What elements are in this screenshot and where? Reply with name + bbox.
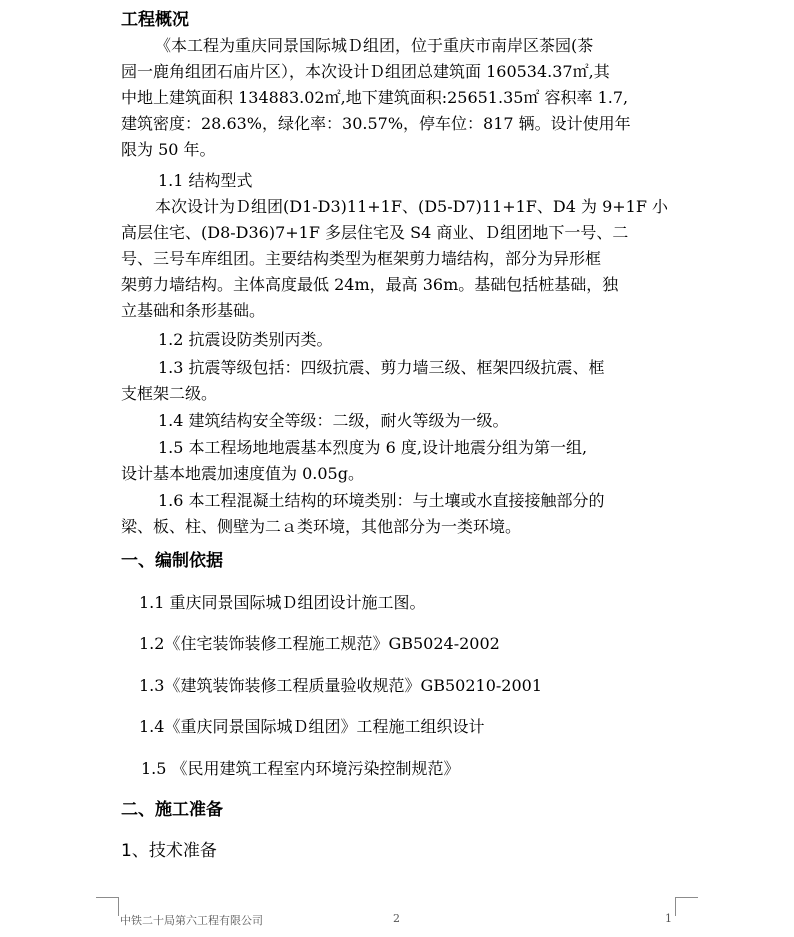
basis-item-1: 1.1 重庆同景国际城Ｄ组团设计施工图。 bbox=[139, 593, 426, 612]
subsection-title-1-1: 1.1 结构型式 bbox=[158, 171, 253, 190]
subsection-1-6-line-1: 1.6 本工程混凝土结构的环境类别：与土壤或水直接接触部分的 bbox=[158, 491, 605, 510]
page-corner-mark-left bbox=[96, 897, 119, 916]
footer-page-number-center: 2 bbox=[393, 912, 400, 925]
basis-item-2: 1.2《住宅装饰装修工程施工规范》GB5024-2002 bbox=[139, 634, 500, 653]
basis-item-5: 1.5 《民用建筑工程室内环境污染控制规范》 bbox=[141, 759, 460, 778]
section-heading-preparation: 二、施工准备 bbox=[121, 800, 223, 820]
overview-intro-line-4: 建筑密度：28.63%，绿化率：30.57%，停车位：817 辆。设计使用年 bbox=[121, 114, 631, 133]
structure-line-3: 号、三号车库组团。主要结构类型为框架剪力墙结构，部分为异形框 bbox=[121, 249, 602, 268]
structure-line-5: 立基础和条形基础。 bbox=[121, 301, 266, 320]
overview-intro-line-1: 《本工程为重庆同景国际城Ｄ组团，位于重庆市南岸区茶园(茶 bbox=[155, 36, 594, 55]
subsection-1-3-line-1: 1.3 抗震等级包括：四级抗震、剪力墙三级、框架四级抗震、框 bbox=[158, 358, 605, 377]
page-corner-mark-right bbox=[675, 897, 698, 916]
basis-item-3: 1.3《建筑装饰装修工程质量验收规范》GB50210-2001 bbox=[139, 676, 543, 695]
footer-company-name: 中铁二十局第六工程有限公司 bbox=[120, 914, 263, 927]
structure-line-1: 本次设计为Ｄ组团(D1-D3)11+1F、(D5-D7)11+1F、D4 为 9+1F 小 bbox=[155, 197, 669, 216]
prep-subheading-technical: 1、技术准备 bbox=[121, 841, 217, 861]
subsection-1-5-line-2: 设计基本地震加速度值为 0.05g。 bbox=[121, 464, 364, 483]
subsection-1-3-line-2: 支框架二级。 bbox=[121, 384, 218, 403]
basis-item-4: 1.4《重庆同景国际城Ｄ组团》工程施工组织设计 bbox=[139, 717, 485, 736]
overview-intro-line-2: 园一鹿角组团石庙片区），本次设计Ｄ组团总建筑面 160534.37㎡,其 bbox=[121, 62, 610, 81]
footer-page-number-right: 1 bbox=[665, 912, 672, 925]
subsection-1-4: 1.4 建筑结构安全等级：二级，耐火等级为一级。 bbox=[158, 411, 509, 430]
overview-intro-line-5: 限为 50 年。 bbox=[121, 140, 216, 159]
structure-line-4: 架剪力墙结构。主体高度最低 24m，最高 36m。基础包括桩基础，独 bbox=[121, 275, 619, 294]
subsection-1-2: 1.2 抗震设防类别丙类。 bbox=[158, 330, 333, 349]
structure-line-2: 高层住宅、(D8-D36)7+1F 多层住宅及 S4 商业、Ｄ组团地下一号、二 bbox=[121, 223, 629, 242]
section-heading-overview: 工程概况 bbox=[121, 10, 189, 30]
subsection-1-6-line-2: 梁、板、柱、侧壁为二ａ类环境，其他部分为一类环境。 bbox=[121, 517, 522, 536]
section-heading-basis: 一、编制依据 bbox=[121, 551, 223, 571]
subsection-1-5-line-1: 1.5 本工程场地地震基本烈度为 6 度,设计地震分组为第一组, bbox=[158, 438, 588, 457]
overview-intro-line-3: 中地上建筑面积 134883.02㎡,地下建筑面积:25651.35㎡ 容积率 1.7, bbox=[121, 88, 629, 107]
